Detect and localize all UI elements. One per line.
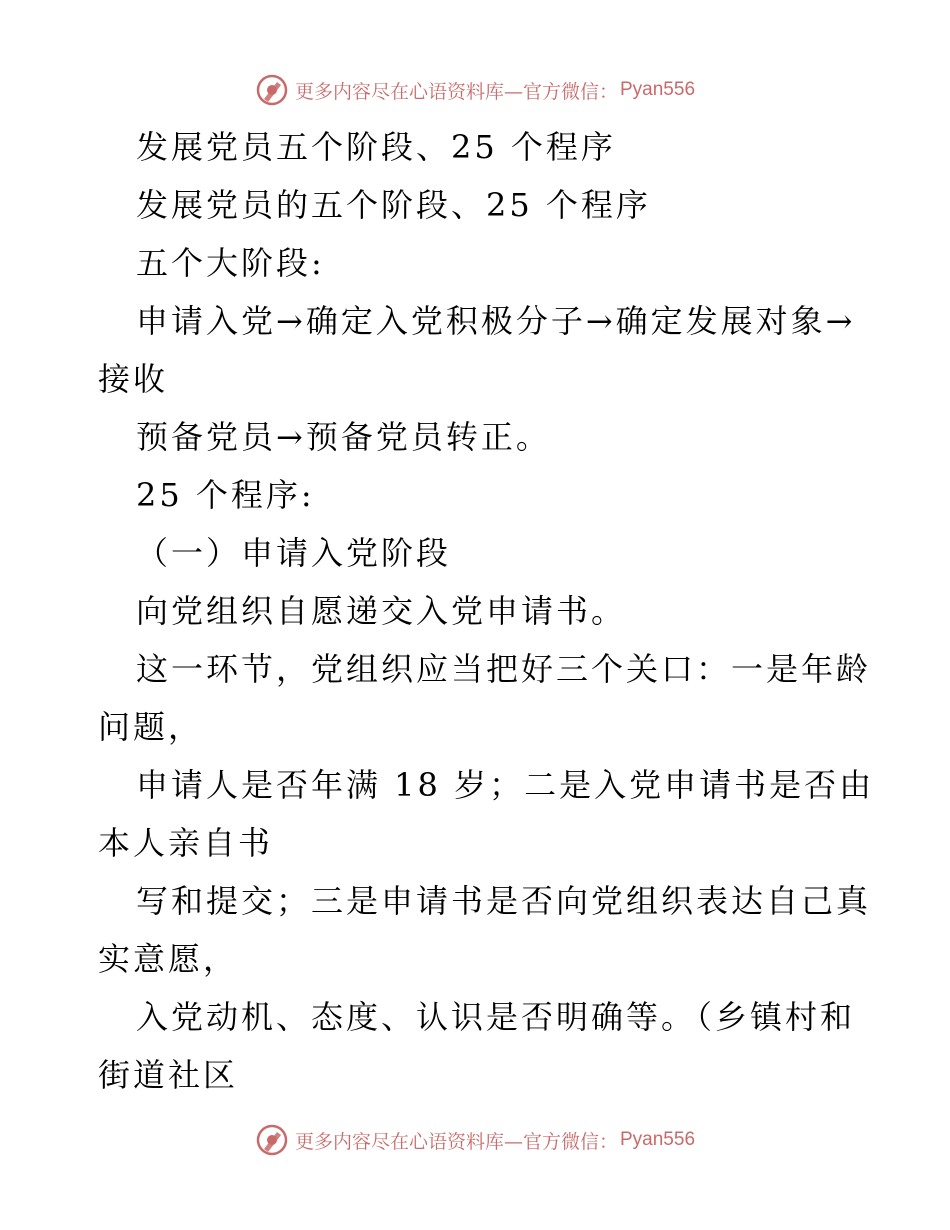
text-line: 申请人是否年满 18 岁；二是入党申请书是否由 — [136, 766, 875, 804]
text-line: 实意愿， — [98, 940, 239, 978]
text-line: 五个大阶段: — [136, 244, 325, 282]
watermark-wechat-id: Pyan556 — [620, 1129, 696, 1150]
text-line: 入党动机、态度、认识是否明确等。（乡镇村和 — [136, 998, 856, 1036]
document-body — [98, 118, 875, 1104]
pen-circle-logo-icon — [255, 73, 289, 107]
text-line: （一）申请入党阶段 — [136, 534, 452, 572]
pen-circle-logo-icon — [255, 1123, 289, 1157]
watermark-footer — [0, 1122, 950, 1158]
text-line: 25 个程序: — [136, 476, 315, 514]
text-line: 发展党员的五个阶段、25 个程序 — [136, 186, 651, 224]
text-line: 发展党员五个阶段、25 个程序 — [136, 128, 616, 166]
watermark-brand-text: 更多内容尽在心语资料库—官方微信： — [294, 80, 618, 103]
text-line: 写和提交；三是申请书是否向党组织表达自己真 — [136, 882, 872, 920]
text-line: 向党组织自愿递交入党申请书。 — [136, 592, 627, 630]
watermark-brand-text: 更多内容尽在心语资料库—官方微信： — [294, 1130, 618, 1153]
text-line: 接收 — [98, 360, 169, 398]
text-line: 这一环节，党组织应当把好三个关口：一是年龄 — [136, 650, 872, 688]
text-line: 预备党员→预备党员转正。 — [136, 418, 551, 456]
text-line: 问题， — [98, 708, 204, 746]
watermark-wechat-id: Pyan556 — [620, 79, 696, 100]
text-line: 本人亲自书 — [98, 824, 274, 862]
text-line: 申请入党→确定入党积极分子→确定发展对象→ — [136, 302, 856, 340]
watermark-header — [0, 72, 950, 108]
text-line: 街道社区 — [98, 1056, 239, 1094]
